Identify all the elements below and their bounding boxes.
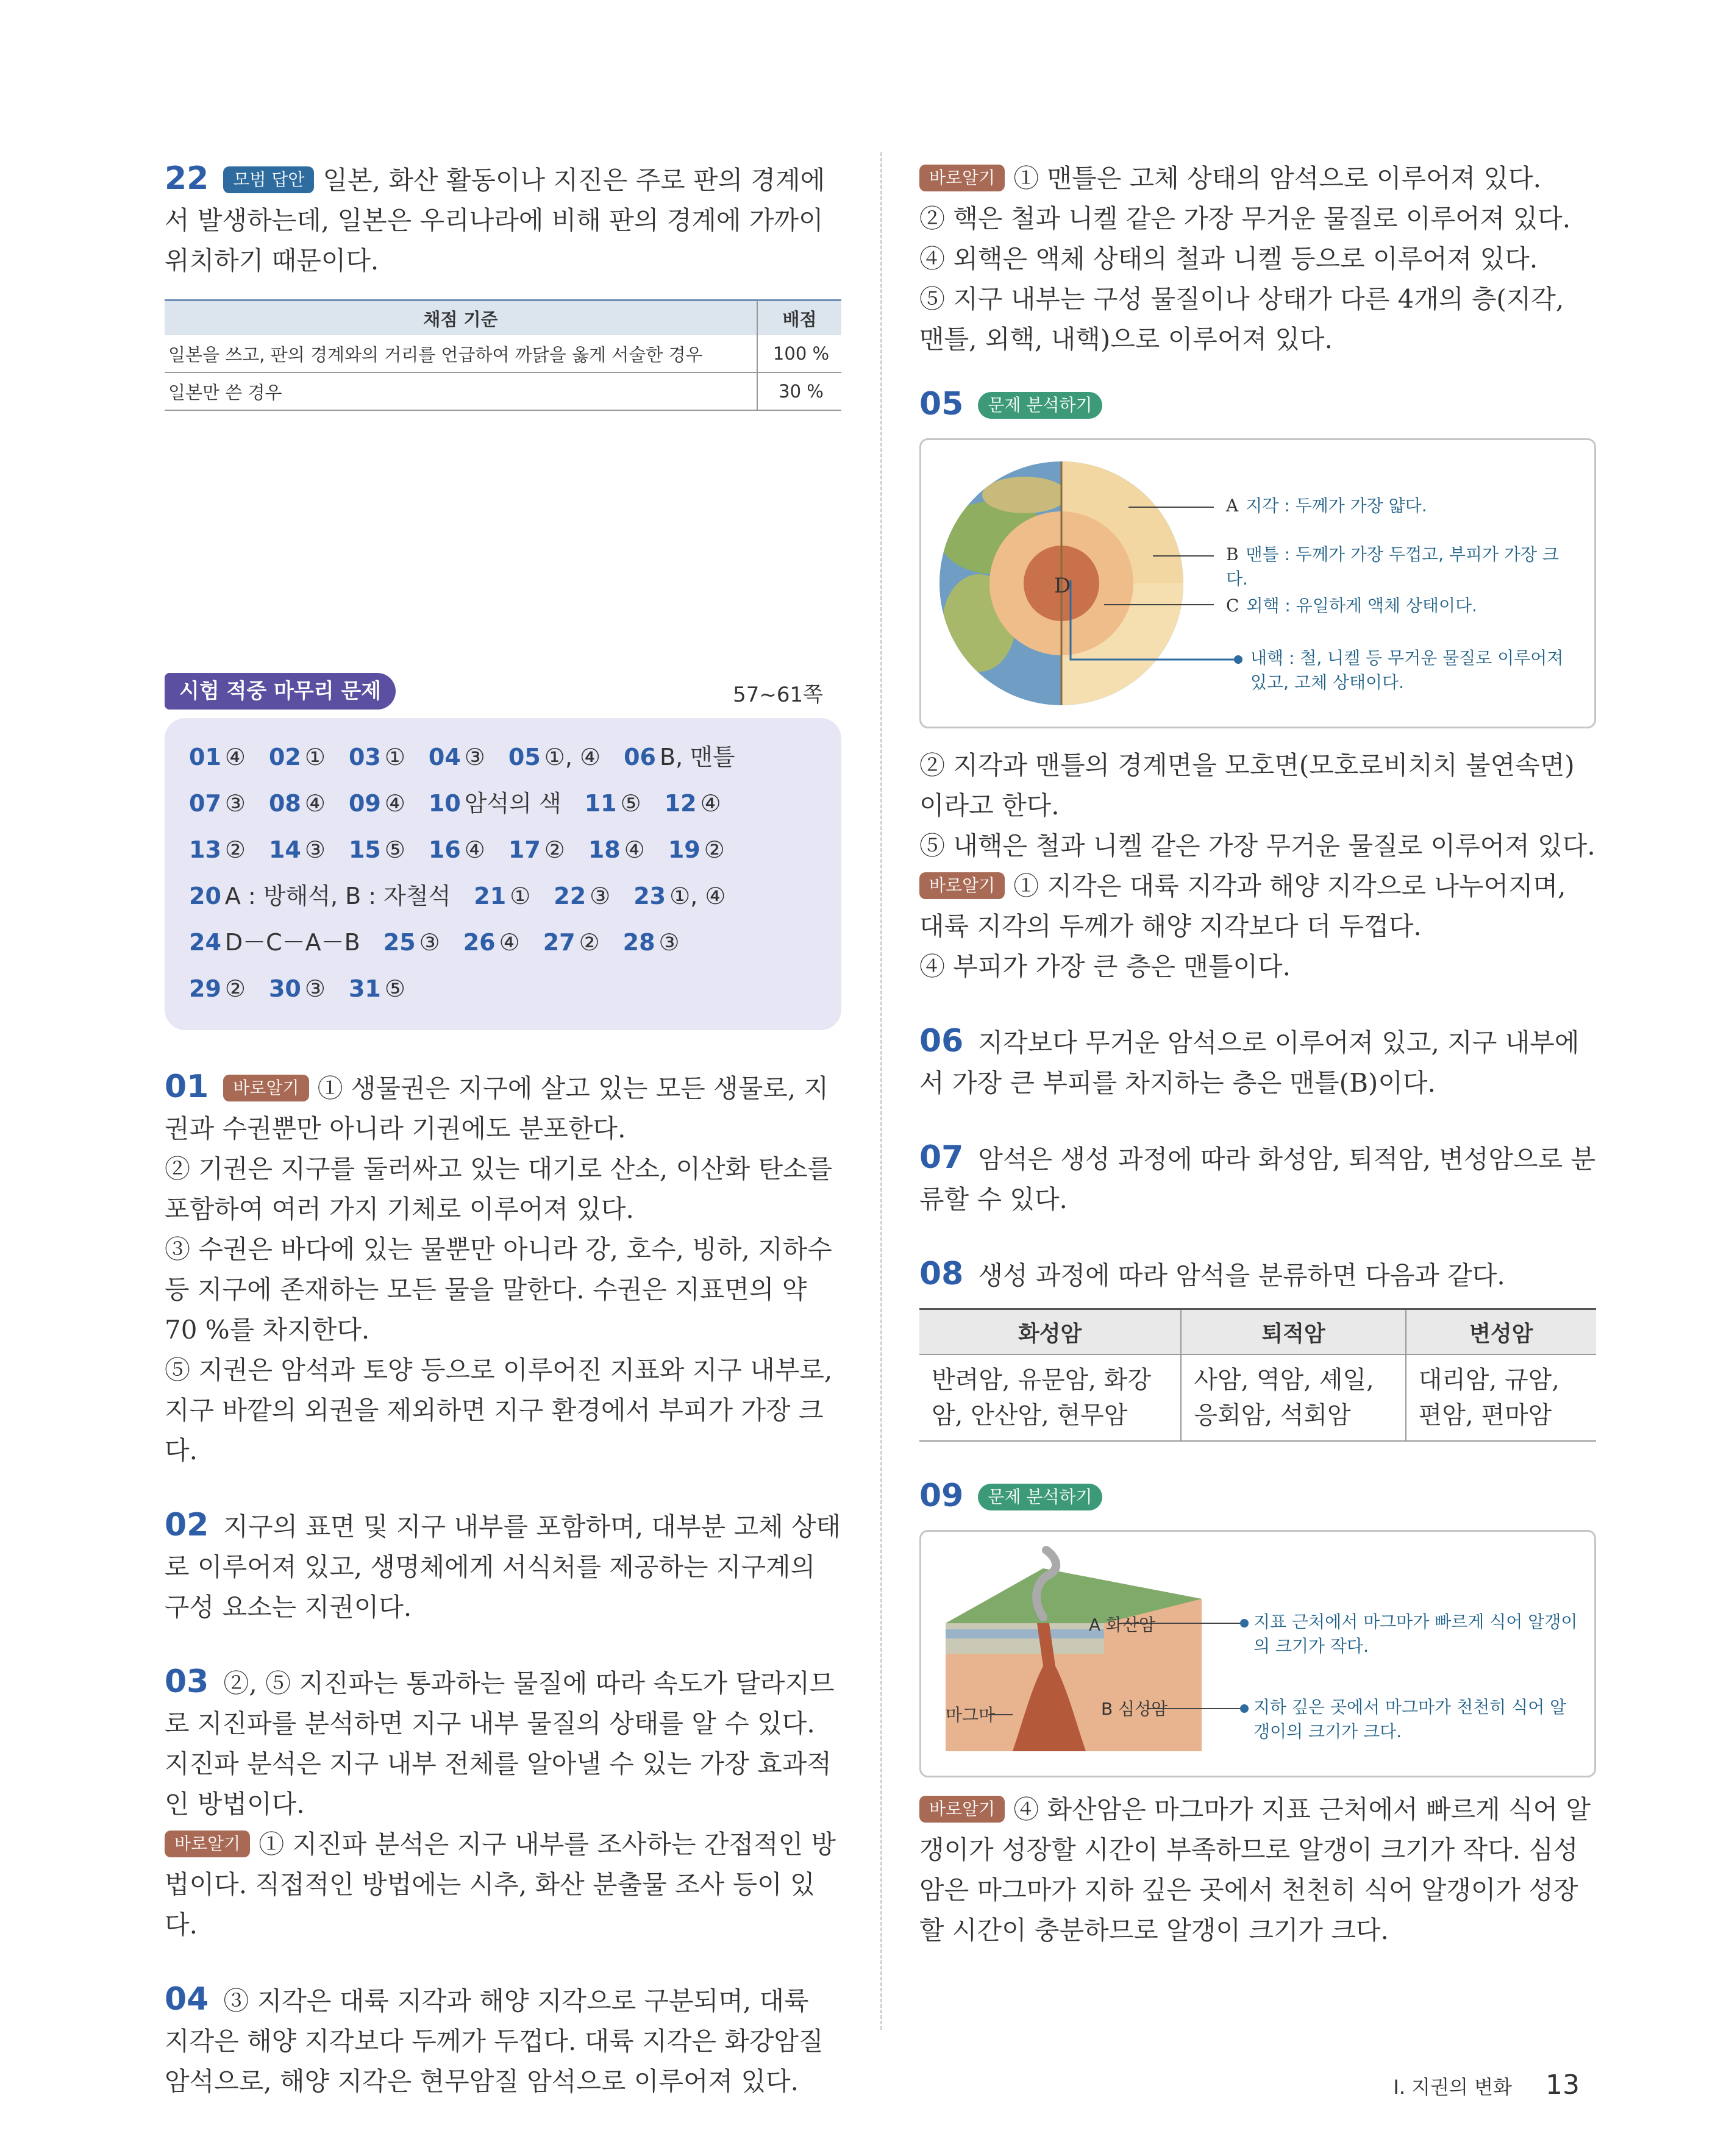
answer-number: 20 [189, 883, 221, 909]
correction-text: ④ 화산암은 마그마가 지표 근처에서 빠르게 식어 알갱이가 성장할 시간이 부족하므로 알갱이 크기가 작다. 심성암은 마그마가 지하 깊은 곳에서 천천히 식어 알갱이가 성장할 시간이 충분하므로 알갱이 크기가 크다. [919, 1795, 1591, 1945]
answer-item [349, 734, 405, 780]
plutonic-rock-label: B 심성암 [1101, 1699, 1168, 1719]
explanation-line: ② 지각과 맨틀의 경계면을 모호면(모호로비치치 불연속면)이라고 한다. [919, 750, 1575, 820]
label-mantle: B 맨틀 : 두께가 가장 두껍고, 부피가 가장 크다. [1226, 544, 1559, 589]
correction-badge: 바로알기 [919, 165, 1005, 191]
answer-key-box [165, 718, 841, 1030]
answer-row [189, 919, 817, 966]
table-row [165, 372, 841, 410]
question-number: 05 [919, 386, 964, 422]
answer-number: 02 [268, 744, 301, 770]
answer-value: ② [704, 836, 725, 863]
answer-value: ④ [499, 929, 520, 956]
answer-item [269, 966, 326, 1012]
answer-number: 23 [633, 883, 666, 909]
answer-row [189, 873, 817, 919]
answer-number: 13 [189, 836, 221, 863]
correction-line: ⑤ 지구 내부는 구성 물질이나 상태가 다른 4개의 층(지각, 맨틀, 외핵, 내핵)으로 이루어져 있다. [919, 284, 1564, 354]
header-igneous: 화성암 [919, 1309, 1181, 1355]
answer-number: 10 [428, 790, 461, 817]
answer-item [349, 966, 405, 1012]
answer-value: ② [579, 929, 600, 956]
grading-header-criteria: 채점 기준 [165, 301, 757, 336]
table-row [165, 335, 841, 372]
answer-number: 19 [668, 836, 701, 863]
explanation-text: 생성 과정에 따라 암석을 분류하면 다음과 같다. [978, 1261, 1505, 1290]
correction-badge: 바로알기 [223, 1075, 308, 1101]
header-sedimentary: 퇴적암 [1181, 1309, 1405, 1355]
explanation-text: ②, ⑤ 지진파는 통과하는 물질에 따라 속도가 달라지므로 지진파를 분석하면 지구 내부 물질의 상태를 알 수 있다. 지진파 분석은 지구 내부 전체를 알아낼 수 있는 가장 효과적인 방법이다. [165, 1668, 835, 1819]
label-inner-core: 내핵 : 철, 니켈 등 무거운 물질로 이루어져 있고, 고체 상태이다. [1250, 648, 1564, 692]
answer-row [189, 780, 817, 827]
answer-text: 일본, 화산 활동이나 지진은 주로 판의 경계에서 발생하는데, 일본은 우리나라에 비해 판의 경계에 가까이 위치하기 때문이다. [165, 165, 825, 276]
answer-number: 18 [588, 836, 621, 863]
answer-number: 05 [508, 744, 541, 770]
answer-item [189, 966, 246, 1012]
explanation-line: ② 기권은 지구를 둘러싸고 있는 대기로 산소, 이산화 탄소를 포함하여 여러 가지 기체로 이루어져 있다. [165, 1154, 833, 1224]
answer-number: 11 [584, 790, 617, 817]
answer-value: ④ [700, 790, 721, 817]
answer-item [554, 873, 610, 919]
igneous-rocks-cell: 반려암, 유문암, 화강암, 안산암, 현무암 [919, 1354, 1181, 1441]
header-metamorphic: 변성암 [1406, 1309, 1596, 1355]
correction-text: ① 지진파 분석은 지구 내부를 조사하는 간접적인 방법이다. 직접적인 방법에는 시추, 화산 분출물 조사 등이 있다. [165, 1829, 836, 1940]
answer-value: A : 방해석, B : 자철석 [224, 883, 451, 909]
answer-value: ④ [224, 744, 246, 770]
question-22 [165, 158, 841, 411]
answer-number: 07 [189, 790, 221, 817]
question-03 [165, 1662, 841, 1945]
grading-header-score: 배점 [757, 301, 841, 336]
question-number: 07 [919, 1139, 964, 1176]
answer-item [668, 827, 725, 873]
question-number: 06 [919, 1023, 964, 1059]
section-title: Ⅰ. 지권의 변화 [1393, 2076, 1512, 2099]
answer-item [633, 873, 725, 919]
explanation-line: ⑤ 내핵은 철과 니켈 같은 가장 무거운 물질로 이루어져 있다. [919, 831, 1595, 861]
label-outer-core: C 외핵 : 유일하게 액체 상태이다. [1226, 596, 1477, 616]
question-08 [919, 1254, 1596, 1442]
answer-value: ① [304, 744, 326, 770]
explanation-text: ③ 지각은 대륙 지각과 해양 지각으로 구분되며, 대륙 지각은 해양 지각보다 두께가 두껍다. 대륙 지각은 화강암질 암석으로, 해양 지각은 현무암질 암석으로 이루어져 있다. [165, 1986, 824, 2096]
correction-line: ④ 부피가 가장 큰 층은 맨틀이다. [919, 952, 1291, 981]
answer-number: 25 [383, 929, 416, 956]
answer-value: ⑤ [384, 975, 405, 1002]
answer-value: ④ [304, 790, 326, 817]
answer-item [463, 919, 520, 966]
answer-number: 04 [428, 744, 461, 770]
exam-page-range: 57~61쪽 [733, 683, 823, 707]
correction-line: ④ 외핵은 액체 상태의 철과 니켈 등으로 이루어져 있다. [919, 244, 1538, 274]
answer-number: 01 [189, 744, 221, 770]
answer-row [189, 734, 817, 780]
answer-number: 17 [508, 836, 541, 863]
answer-number: 28 [622, 929, 655, 956]
answer-item [543, 919, 600, 966]
explanation-line: ③ 수권은 바다에 있는 물뿐만 아니라 강, 호수, 빙하, 지하수 등 지구에 존재하는 모든 물을 말한다. 수권은 지표면의 약 70 %를 차지한다. [165, 1234, 832, 1345]
answer-number: 31 [348, 975, 381, 1002]
answer-value: 암석의 색 [464, 790, 561, 817]
answer-number: 12 [664, 790, 697, 817]
left-column [165, 158, 841, 2136]
answer-value: ④ [624, 836, 645, 863]
question-number: 02 [165, 1507, 209, 1543]
answer-number: 27 [543, 929, 576, 956]
question-09 [919, 1476, 1596, 1951]
answer-item [349, 827, 405, 873]
right-column [919, 158, 1596, 1985]
page-number: 13 [1545, 2069, 1580, 2101]
question-06 [919, 1021, 1596, 1103]
answer-value: ③ [304, 836, 326, 863]
answer-value: ③ [224, 790, 246, 817]
grading-criteria-cell: 일본을 쓰고, 판의 경계와의 거리를 언급하여 까닭을 옳게 서술한 경우 [165, 335, 757, 372]
answer-number: 09 [348, 790, 381, 817]
answer-item [383, 919, 440, 966]
explanation-text: 암석은 생성 과정에 따라 화성암, 퇴적암, 변성암으로 분류할 수 있다. [919, 1144, 1596, 1214]
answer-number: 15 [348, 836, 381, 863]
question-05 [919, 384, 1596, 987]
answer-item [269, 827, 326, 873]
answer-number: 16 [428, 836, 461, 863]
answer-item [269, 780, 326, 827]
answer-value: ② [224, 836, 246, 863]
answer-item [189, 873, 451, 919]
question-number: 01 [165, 1069, 209, 1105]
answer-value: ② [544, 836, 565, 863]
volcanic-rock-desc: 지표 근처에서 마그마가 빠르게 식어 알갱이의 크기가 작다. [1253, 1612, 1578, 1656]
correction-line: ① 맨틀은 고체 상태의 암석으로 이루어져 있다. [1013, 163, 1541, 193]
grading-score-cell: 100 % [757, 335, 841, 372]
answer-item [189, 919, 360, 966]
answer-item [588, 827, 645, 873]
answer-item [189, 827, 246, 873]
answer-number: 22 [554, 883, 586, 909]
question-number: 03 [165, 1663, 209, 1700]
answer-item [508, 827, 565, 873]
answer-number: 06 [624, 744, 656, 770]
igneous-rock-figure [919, 1530, 1596, 1777]
correction-badge: 바로알기 [919, 1796, 1005, 1823]
answer-item [508, 734, 601, 780]
answer-row [189, 827, 817, 873]
magma-label: 마그마 [946, 1705, 996, 1725]
answer-item [429, 734, 485, 780]
answer-number: 08 [268, 790, 301, 817]
explanation-line: ① 생물권은 지구에 살고 있는 모든 생물로, 지권과 수권뿐만 아니라 기권에도 분포한다. [165, 1073, 829, 1144]
question-04 [165, 1979, 841, 2102]
analysis-badge: 문제 분석하기 [978, 392, 1102, 419]
answer-value: ④ [464, 836, 485, 863]
answer-value: ③ [658, 929, 680, 956]
label-crust: A 지각 : 두께가 가장 얇다. [1226, 496, 1427, 516]
correction-line: ① 지각은 대륙 지각과 해양 지각으로 나누어지며, 대륙 지각의 두께가 해양 지각보다 더 두껍다. [919, 871, 1566, 941]
answer-number: 24 [189, 929, 221, 956]
answer-number: 21 [474, 883, 507, 909]
answer-item [623, 919, 680, 966]
answer-number: 03 [348, 744, 381, 770]
model-answer-badge: 모범 답안 [223, 166, 314, 193]
analysis-badge: 문제 분석하기 [978, 1484, 1102, 1510]
question-number: 09 [919, 1478, 964, 1514]
answer-value: ② [224, 975, 246, 1002]
answer-item [624, 734, 735, 780]
answer-value: ③ [590, 883, 611, 909]
grading-score-cell: 30 % [757, 372, 841, 410]
answer-number: 14 [268, 836, 301, 863]
correction-badge: 바로알기 [165, 1830, 250, 1857]
exam-section-title: 시험 적중 마무리 문제 [165, 673, 396, 710]
answer-item [429, 780, 561, 827]
answer-value: D－C－A－B [224, 929, 360, 956]
correction-badge: 바로알기 [919, 872, 1005, 899]
answer-item [189, 734, 246, 780]
question-01 [165, 1067, 841, 1471]
answer-value: ⑤ [620, 790, 641, 817]
answer-item [474, 873, 530, 919]
column-divider [880, 152, 882, 2030]
answer-number: 26 [463, 929, 496, 956]
page-footer [1393, 2069, 1580, 2101]
answer-value: ③ [304, 975, 326, 1002]
answer-value: B, 맨틀 [659, 744, 735, 770]
grading-table [165, 299, 841, 411]
answer-value: ③ [419, 929, 440, 956]
answer-item [429, 827, 485, 873]
answer-item [349, 780, 405, 827]
question-number: 22 [165, 160, 209, 197]
answer-item [269, 734, 326, 780]
exam-section-header [165, 673, 841, 716]
explanation-text: 지각보다 무거운 암석으로 이루어져 있고, 지구 내부에서 가장 큰 부피를 차지하는 층은 맨틀(B)이다. [919, 1028, 1580, 1098]
explanation-line: ⑤ 지권은 암석과 토양 등으로 이루어진 지표와 지구 내부로, 지구 바깥의 외권을 제외하면 지구 환경에서 부피가 가장 크다. [165, 1355, 833, 1465]
answer-value: ① [510, 883, 531, 909]
table-row [919, 1354, 1596, 1441]
volcanic-rock-label: A 화산암 [1089, 1615, 1156, 1635]
metamorphic-rocks-cell: 대리암, 규암, 편암, 편마암 [1406, 1354, 1596, 1441]
answer-value: ①, ④ [544, 744, 601, 770]
core-letter: D [1054, 574, 1071, 598]
earth-structure-figure [919, 438, 1596, 728]
answer-value: ③ [464, 744, 485, 770]
question-04-corrections [919, 158, 1596, 360]
answer-value: ① [384, 744, 405, 770]
rock-classification-table [919, 1308, 1596, 1442]
sedimentary-rocks-cell: 사암, 역암, 셰일, 응회암, 석회암 [1181, 1354, 1405, 1441]
explanation-text: 지구의 표면 및 지구 내부를 포함하며, 대부분 고체 상태로 이루어져 있고, 생명체에게 서식처를 제공하는 지구계의 구성 요소는 지권이다. [165, 1512, 841, 1622]
answer-item [585, 780, 641, 827]
question-number: 08 [919, 1256, 964, 1292]
answer-row [189, 966, 817, 1012]
grading-criteria-cell: 일본만 쓴 경우 [165, 372, 757, 410]
correction-line: ② 핵은 철과 니켈 같은 가장 무거운 물질로 이루어져 있다. [919, 204, 1571, 233]
plutonic-rock-desc: 지하 깊은 곳에서 마그마가 천천히 식어 알갱이의 크기가 크다. [1253, 1697, 1567, 1742]
question-number: 04 [165, 1981, 209, 2018]
answer-number: 30 [268, 975, 301, 1002]
answer-item [665, 780, 721, 827]
question-07 [919, 1137, 1596, 1220]
answer-value: ①, ④ [669, 883, 726, 909]
question-02 [165, 1505, 841, 1628]
answer-item [189, 780, 246, 827]
answer-value: ④ [384, 790, 405, 817]
answer-number: 29 [189, 975, 221, 1002]
answer-value: ⑤ [384, 836, 405, 863]
